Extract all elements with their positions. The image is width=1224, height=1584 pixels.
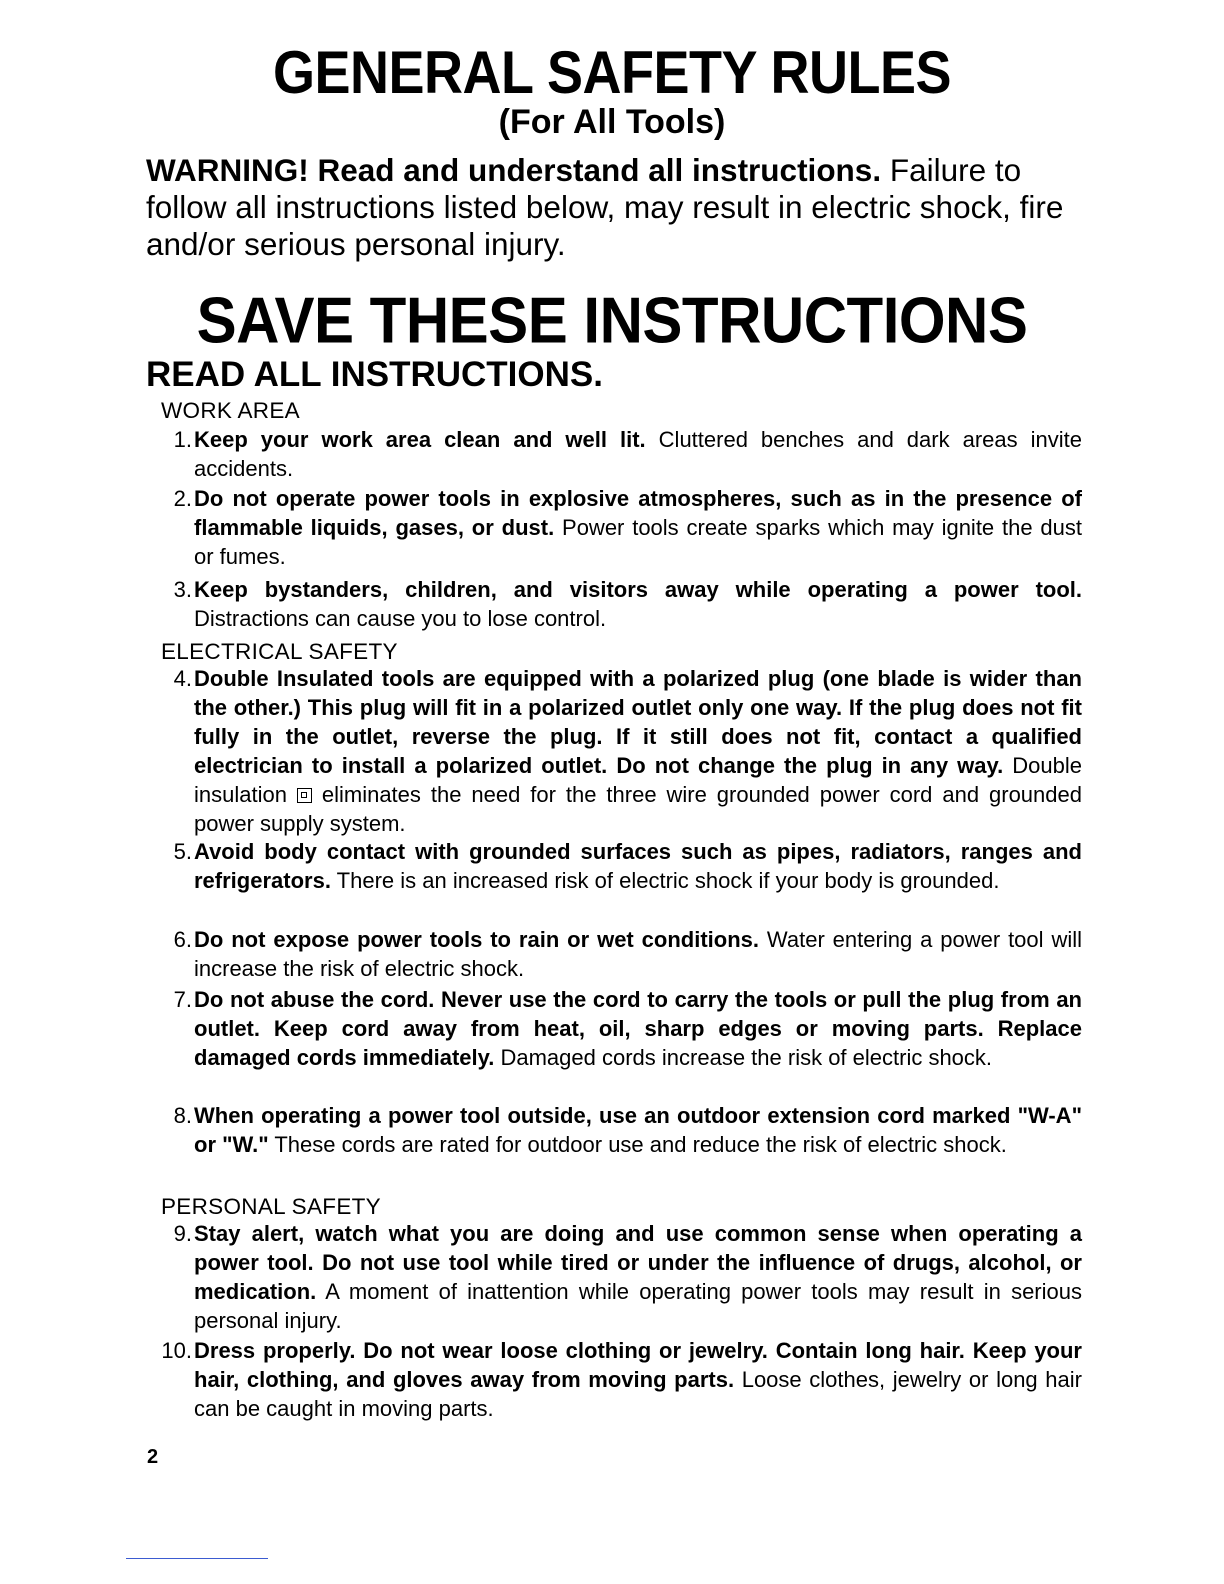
double-insulation-icon xyxy=(297,788,312,803)
rule-bold-text: Do not expose power tools to rain or wet conditions. xyxy=(194,927,759,952)
rule-bold-text: Stay alert, watch what you are doing and use common sense when operating a power tool. Do not use tool while tired or under the influence of drugs, alcohol, or medication. xyxy=(194,1221,1082,1304)
rule-text: Water entering a power tool will increase the risk of electric shock. xyxy=(194,927,1082,981)
rule-bold-text: Do not operate power tools in explosive atmospheres, such as in the presence of flammable liquids, gases, or dust. xyxy=(194,486,1082,540)
rule-text: These cords are rated for outdoor use and reduce the risk of electric shock. xyxy=(268,1132,1007,1157)
rule-number: 5. xyxy=(173,839,192,864)
warning-bold: WARNING! Read and understand all instructions. xyxy=(146,152,882,188)
rule-item xyxy=(150,985,1082,1072)
save-instructions-heading: SAVE THESE INSTRUCTIONS xyxy=(196,284,1028,357)
page-subtitle: (For All Tools) xyxy=(498,103,726,141)
rule-text: Power tools create sparks which may ignite the dust or fumes. xyxy=(194,515,1082,569)
rule-text: Loose clothes, jewelry or long hair can be caught in moving parts. xyxy=(194,1367,1082,1421)
rule-item xyxy=(150,484,1082,571)
footer-divider xyxy=(126,1558,268,1559)
rule-text-continued: eliminates the need for the three wire grounded power cord and grounded power supply system. xyxy=(194,782,1082,836)
rule-number: 7. xyxy=(173,987,192,1012)
rule-bold-text: Double Insulated tools are equipped with a polarized plug (one blade is wider than the other.) This plug will fit in a polarized outlet only one way. If the plug does not fit fully in the outlet, reverse the plug. If it still does not fit, contact a qualified electrician to install a polarized outlet. Do not change the plug in any way. xyxy=(194,666,1082,778)
rule-text: There is an increased risk of electric shock if your body is grounded. xyxy=(330,868,1000,893)
rule-number: 10. xyxy=(161,1338,192,1363)
rule-item xyxy=(150,575,1082,633)
rule-text: Double insulation xyxy=(194,753,1082,807)
rule-text: Cluttered benches and dark areas invite accidents. xyxy=(194,427,1082,481)
section-heading-work-area: WORK AREA xyxy=(161,398,300,423)
page-title: GENERAL SAFETY RULES xyxy=(272,39,952,107)
rule-bold-text: When operating a power tool outside, use an outdoor extension cord marked "W-A" or "W." xyxy=(194,1103,1082,1157)
rule-text: Distractions can cause you to lose control. xyxy=(194,606,607,631)
rule-text: A moment of inattention while operating power tools may result in serious personal injury. xyxy=(194,1279,1082,1333)
read-all-heading: READ ALL INSTRUCTIONS. xyxy=(146,355,603,394)
rule-item xyxy=(150,1336,1082,1423)
rule-item xyxy=(150,425,1082,483)
warning-text: Failure to follow all instructions listed below, may result in electric shock, fire and/or serious personal injury. xyxy=(146,152,1064,262)
section-heading-personal-safety: PERSONAL SAFETY xyxy=(161,1194,381,1219)
rule-number: 1. xyxy=(173,427,192,452)
rule-text: Damaged cords increase the risk of electric shock. xyxy=(494,1045,993,1070)
rule-item xyxy=(150,1101,1082,1159)
rule-bold-text: Keep bystanders, children, and visitors away while operating a power tool. xyxy=(194,577,1082,602)
rule-bold-text: Dress properly. Do not wear loose clothing or jewelry. Contain long hair. Keep your hair, clothing, and gloves away from moving parts. xyxy=(194,1338,1082,1392)
rule-bold-text: Avoid body contact with grounded surfaces such as pipes, radiators, ranges and refrigerators. xyxy=(194,839,1082,893)
rule-number: 2. xyxy=(173,486,192,511)
rule-number: 3. xyxy=(173,577,192,602)
rule-bold-text: Keep your work area clean and well lit. xyxy=(194,427,646,452)
rule-item xyxy=(150,1219,1082,1335)
section-heading-electrical-safety: ELECTRICAL SAFETY xyxy=(161,639,398,664)
rule-item xyxy=(150,925,1082,983)
rule-item xyxy=(150,837,1082,895)
rule-item xyxy=(150,664,1082,838)
rule-bold-text: Do not abuse the cord. Never use the cord to carry the tools or pull the plug from an outlet. Keep cord away from heat, oil, sharp edges or moving parts. Replace damaged cords immediately. xyxy=(194,987,1082,1070)
warning-paragraph xyxy=(146,152,1086,263)
rule-number: 6. xyxy=(173,927,192,952)
page-number: 2 xyxy=(147,1446,159,1468)
rule-number: 9. xyxy=(173,1221,192,1246)
rule-number: 4. xyxy=(173,666,192,691)
rule-number: 8. xyxy=(173,1103,192,1128)
